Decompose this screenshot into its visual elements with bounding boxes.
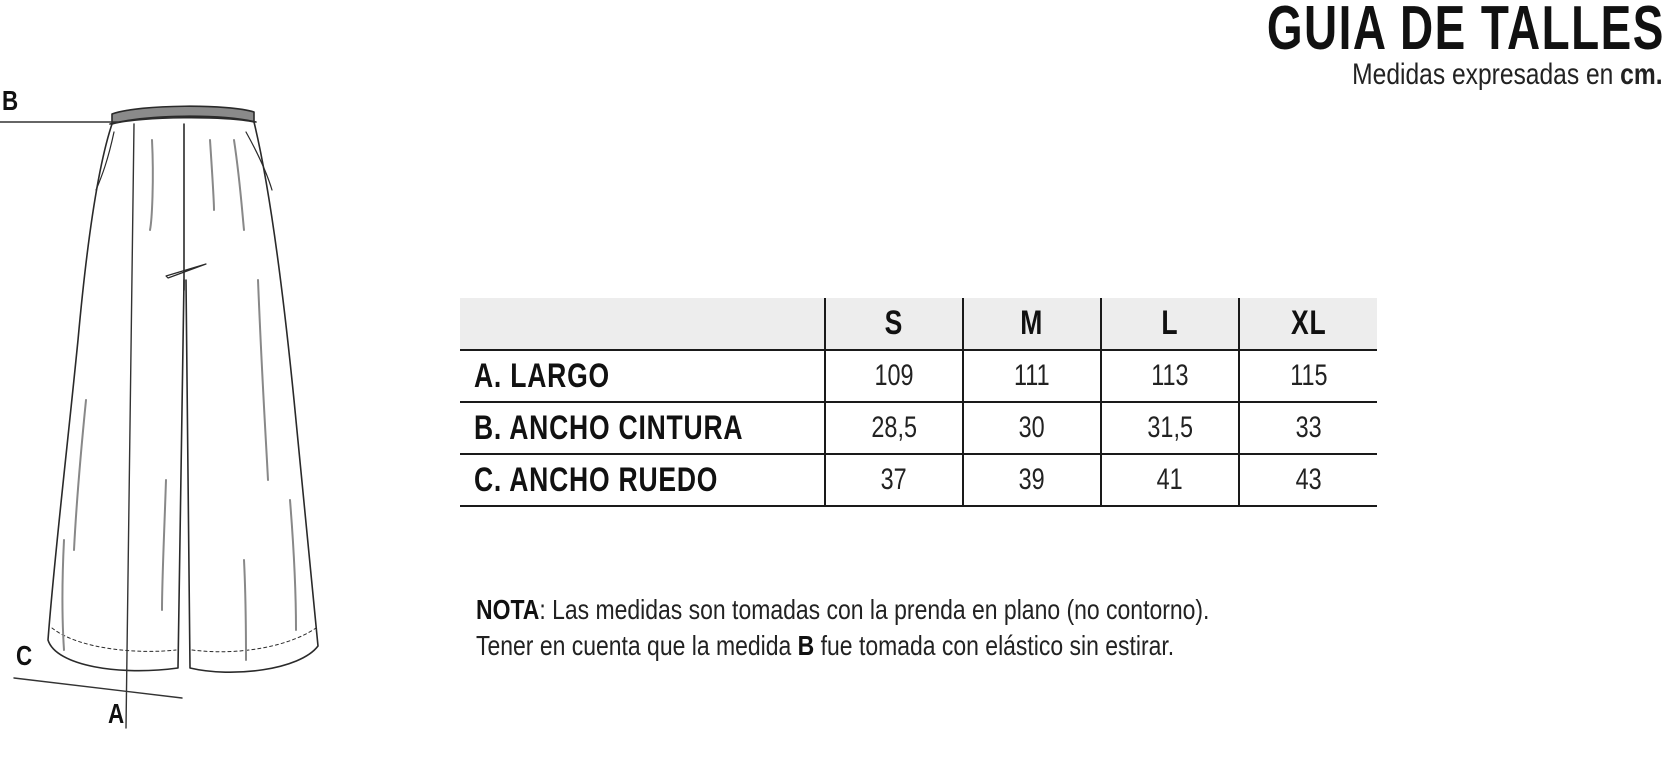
table-cell: 115: [1239, 350, 1377, 402]
size-header-m: M: [963, 298, 1101, 350]
row-label-ancho-cintura: B. ANCHO CINTURA: [460, 402, 825, 454]
row-label-ancho-ruedo: C. ANCHO RUEDO: [460, 454, 825, 506]
note-line-2-prefix: Tener en cuenta que la medida: [476, 630, 798, 661]
unit-label: cm.: [1620, 58, 1663, 91]
note-line-2-suffix: fue tomada con elástico sin estirar.: [814, 630, 1175, 661]
table-cell: 113: [1101, 350, 1239, 402]
table-row: [460, 454, 1377, 506]
note-letter-b: B: [797, 630, 815, 661]
left-leg-outline: [48, 124, 184, 671]
dimension-label-a: A: [108, 698, 125, 729]
table-cell: 30: [963, 402, 1101, 454]
table-row: [460, 402, 1377, 454]
dimension-label-b: B: [2, 85, 19, 116]
table-cell: 37: [825, 454, 963, 506]
row-label-largo: A. LARGO: [460, 350, 825, 402]
measurement-note: [476, 592, 1209, 664]
size-header-xl: XL: [1239, 298, 1377, 350]
waistband-shape: [112, 106, 254, 124]
length-dimension-line: [126, 124, 134, 728]
table-cell: 111: [963, 350, 1101, 402]
units-subtitle: [1353, 60, 1663, 90]
note-line-1: [476, 592, 1209, 628]
right-leg-outline: [186, 122, 318, 672]
table-row: [460, 350, 1377, 402]
pants-diagram: [0, 80, 330, 780]
hem-dimension-line: [14, 678, 182, 698]
table-cell: 28,5: [825, 402, 963, 454]
note-label: NOTA: [476, 594, 540, 625]
table-cell: 41: [1101, 454, 1239, 506]
page-title: GUIA DE TALLES: [1267, 0, 1665, 63]
table-cell: 43: [1239, 454, 1377, 506]
table-cell: 31,5: [1101, 402, 1239, 454]
header-empty-cell: [460, 298, 825, 350]
units-subtitle-text: Medidas expresadas en: [1352, 58, 1621, 91]
table-cell: 39: [963, 454, 1101, 506]
size-header-s: S: [825, 298, 963, 350]
size-table: [460, 298, 1377, 507]
dimension-label-c: C: [16, 640, 33, 671]
note-line-1-text: : Las medidas son tomadas con la prenda en plano (no contorno).: [539, 594, 1210, 625]
table-cell: 33: [1239, 402, 1377, 454]
size-header-l: L: [1101, 298, 1239, 350]
note-line-2: [476, 628, 1209, 664]
table-cell: 109: [825, 350, 963, 402]
size-header-row: [460, 298, 1377, 350]
